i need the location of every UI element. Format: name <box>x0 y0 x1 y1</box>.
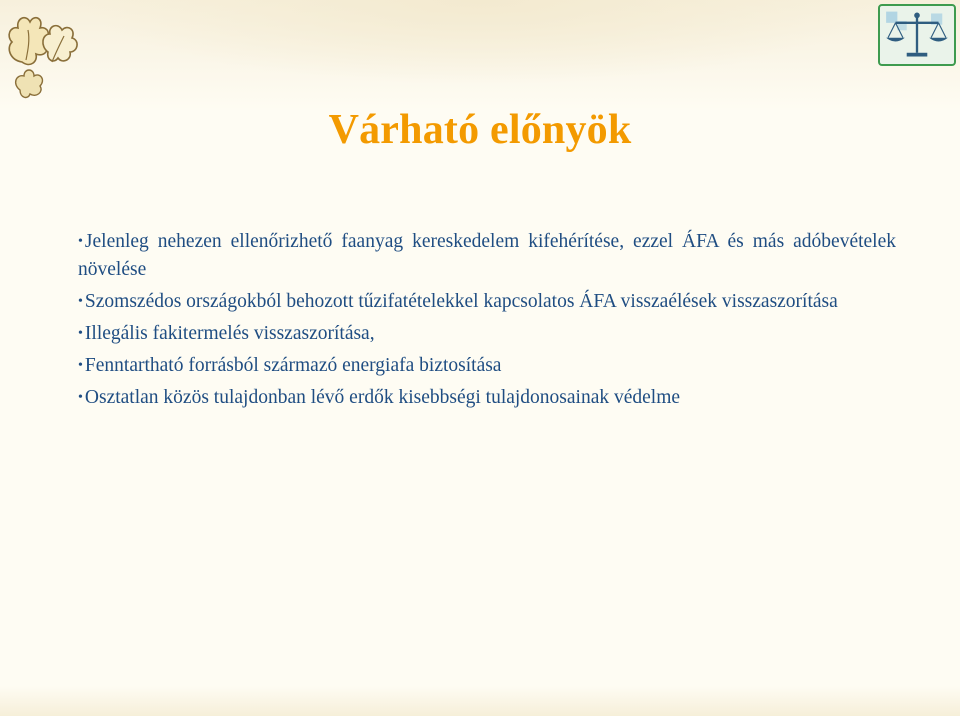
list-item-text: Illegális fakitermelés visszaszorítása, <box>84 323 375 344</box>
list-item <box>78 320 896 348</box>
list-item <box>78 352 896 380</box>
bullet-icon: • <box>78 234 83 249</box>
oak-leaves-icon <box>2 2 84 104</box>
list-item <box>78 288 896 316</box>
bottom-decorative-band <box>0 686 960 716</box>
list-item <box>78 228 896 284</box>
slide-title: Várható előnyök <box>328 107 632 153</box>
bullet-icon: • <box>78 358 83 373</box>
bullet-icon: • <box>78 294 83 309</box>
top-decorative-band <box>0 0 960 110</box>
scales-of-justice-icon <box>880 6 954 64</box>
top-band-glow <box>80 0 880 85</box>
bullet-icon: • <box>78 326 83 341</box>
bullet-icon: • <box>78 390 83 405</box>
list-item-text: Jelenleg nehezen ellenőrizhető faanyag kereskedelem kifehérítése, ezzel ÁFA és más adóbevételek növelése <box>78 231 896 280</box>
list-item-text: Osztatlan közös tulajdonban lévő erdők kisebbségi tulajdonosainak védelme <box>84 387 681 408</box>
list-item <box>78 384 896 412</box>
justice-logo-frame <box>878 4 956 66</box>
list-item-text: Szomszédos országokból behozott tűzifatételekkel kapcsolatos ÁFA visszaélések visszaszorítása <box>84 291 838 312</box>
list-item-text: Fenntartható forrásból származó energiafa biztosítása <box>84 355 502 376</box>
bullet-list <box>78 228 896 416</box>
